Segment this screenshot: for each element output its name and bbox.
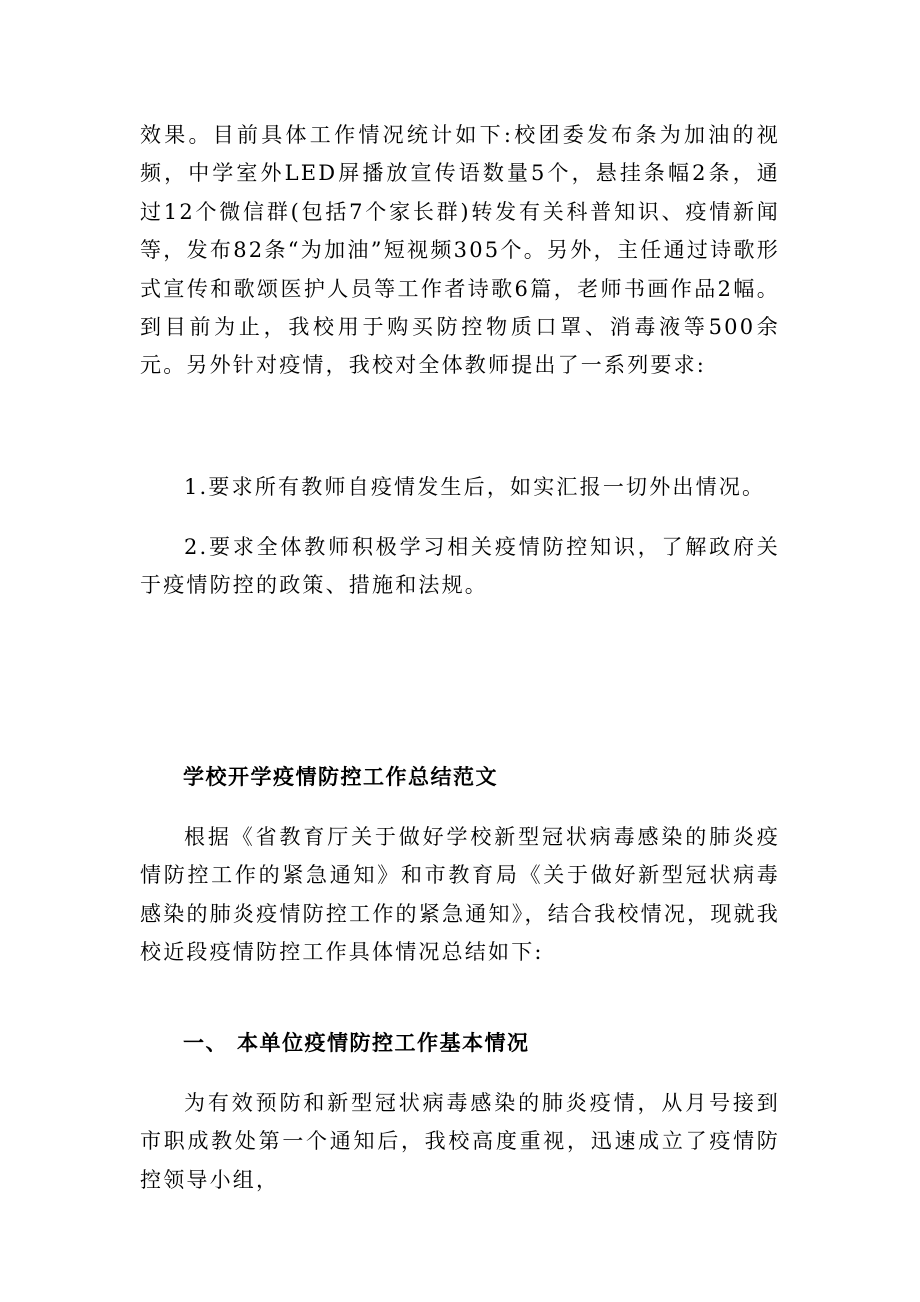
statistics-paragraph: 效果。目前具体工作情况统计如下:校团委发布条为加油的视频，中学室外LED屏播放宣传语数量5个，悬挂条幅2条，通过12个微信群(包括7个家长群)转发有关科普知识、疫情新闻等，发布82条“为加油”短视频305个。另外，主任通过诗歌形式宣传和歌颂医护人员等工作者诗歌6篇，老师书画作品2幅。到目前为止，我校用于购买防控物质口罩、消毒液等500余元。另外针对疫情，我校对全体教师提出了一系列要求: <box>140 123 780 378</box>
intro-paragraph: 根据《省教育厅关于做好学校新型冠状病毒感染的肺炎疫情防控工作的紧急通知》和市教育局《关于做好新型冠状病毒感染的肺炎疫情防控工作的紧急通知》，结合我校情况，现就我校近段疫情防控工作具体情况总结如下: <box>140 825 780 965</box>
section-title: 本单位疫情防控工作基本情况 <box>237 1031 530 1055</box>
document-title: 学校开学疫情防控工作总结范文 <box>183 765 498 789</box>
section-number: 一、 <box>183 1031 228 1055</box>
requirement-item-2: 2.要求全体教师积极学习相关疫情防控知识，了解政府关于疫情防控的政策、措施和法规。 <box>140 535 780 598</box>
section-heading <box>183 1024 530 1062</box>
requirement-item-1: 1.要求所有教师自疫情发生后，如实汇报一切外出情况。 <box>184 475 766 499</box>
section-body-paragraph: 为有效预防和新型冠状病毒感染的肺炎疫情，从月号接到市职成教处第一个通知后，我校高度重视，迅速成立了疫情防控领导小组， <box>140 1091 780 1192</box>
